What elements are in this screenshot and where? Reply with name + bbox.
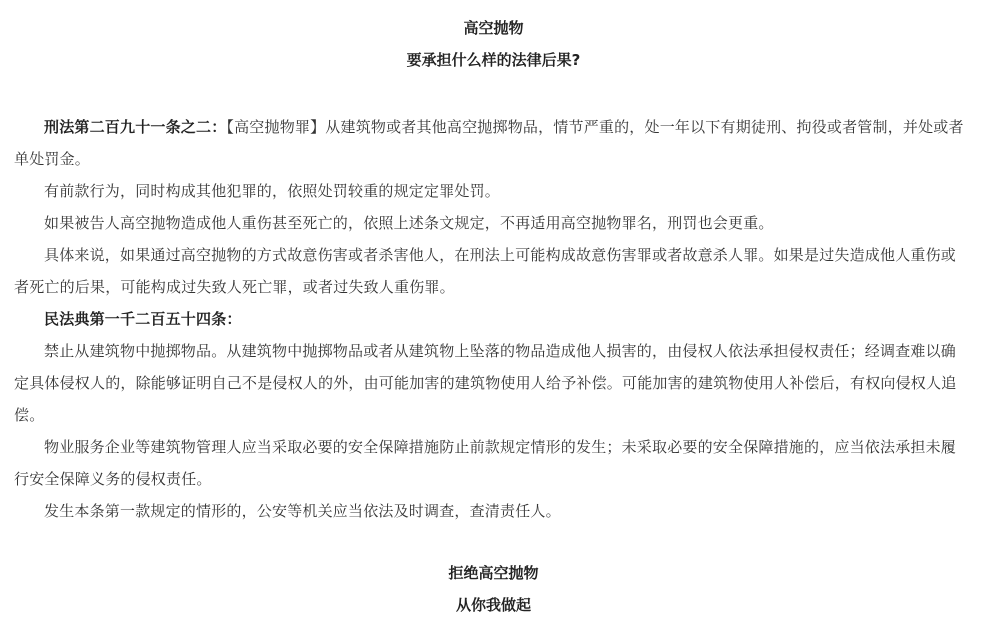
criminal-law-paragraph-1-text: 【高空抛物罪】从建筑物或者其他高空抛掷物品，情节严重的，处一年以下有期徒刑、拘役或者管制，并处或者单处罚金。 xyxy=(14,118,964,168)
civil-code-paragraph-3: 发生本条第一款规定的情形的，公安等机关应当依法及时调查，查清责任人。 xyxy=(44,502,561,520)
article-subtitle: 要承担什么样的法律后果? xyxy=(406,51,581,69)
article-body xyxy=(14,111,965,527)
civil-code-paragraph-1: 禁止从建筑物中抛掷物品。从建筑物中抛掷物品或者从建筑物上坠落的物品造成他人损害的，由侵权人依法承担侵权责任；经调查难以确定具体侵权人的，除能够证明自己不是侵权人的外，由可能加害的建筑物使用人给予补偿。可能加害的建筑物使用人补偿后，有权向侵权人追偿。 xyxy=(14,342,957,424)
slogan-line-2: 从你我做起 xyxy=(455,596,531,614)
criminal-law-paragraph-1 xyxy=(14,111,965,175)
criminal-law-article-label: 刑法第二百九十一条之二： xyxy=(44,118,227,136)
criminal-law-paragraph-4: 具体来说，如果通过高空抛物的方式故意伤害或者杀害他人，在刑法上可能构成故意伤害罪或者故意杀人罪。如果是过失造成他人重伤或者死亡的后果，可能构成过失致人死亡罪，或者过失致人重伤罪。 xyxy=(14,246,957,296)
criminal-law-paragraph-2: 有前款行为，同时构成其他犯罪的，依照处罚较重的规定定罪处罚。 xyxy=(44,182,501,200)
criminal-law-paragraph-3: 如果被告人高空抛物造成他人重伤甚至死亡的，依照上述条文规定，不再适用高空抛物罪名，刑罚也会更重。 xyxy=(44,214,774,232)
article-title: 高空抛物 xyxy=(463,19,524,37)
civil-code-article-label: 民法典第一千二百五十四条： xyxy=(44,310,242,328)
civil-code-paragraph-2: 物业服务企业等建筑物管理人应当采取必要的安全保障措施防止前款规定情形的发生；未采取必要的安全保障措施的，应当依法承担未履行安全保障义务的侵权责任。 xyxy=(14,438,957,488)
slogan-line-1: 拒绝高空抛物 xyxy=(448,564,539,582)
